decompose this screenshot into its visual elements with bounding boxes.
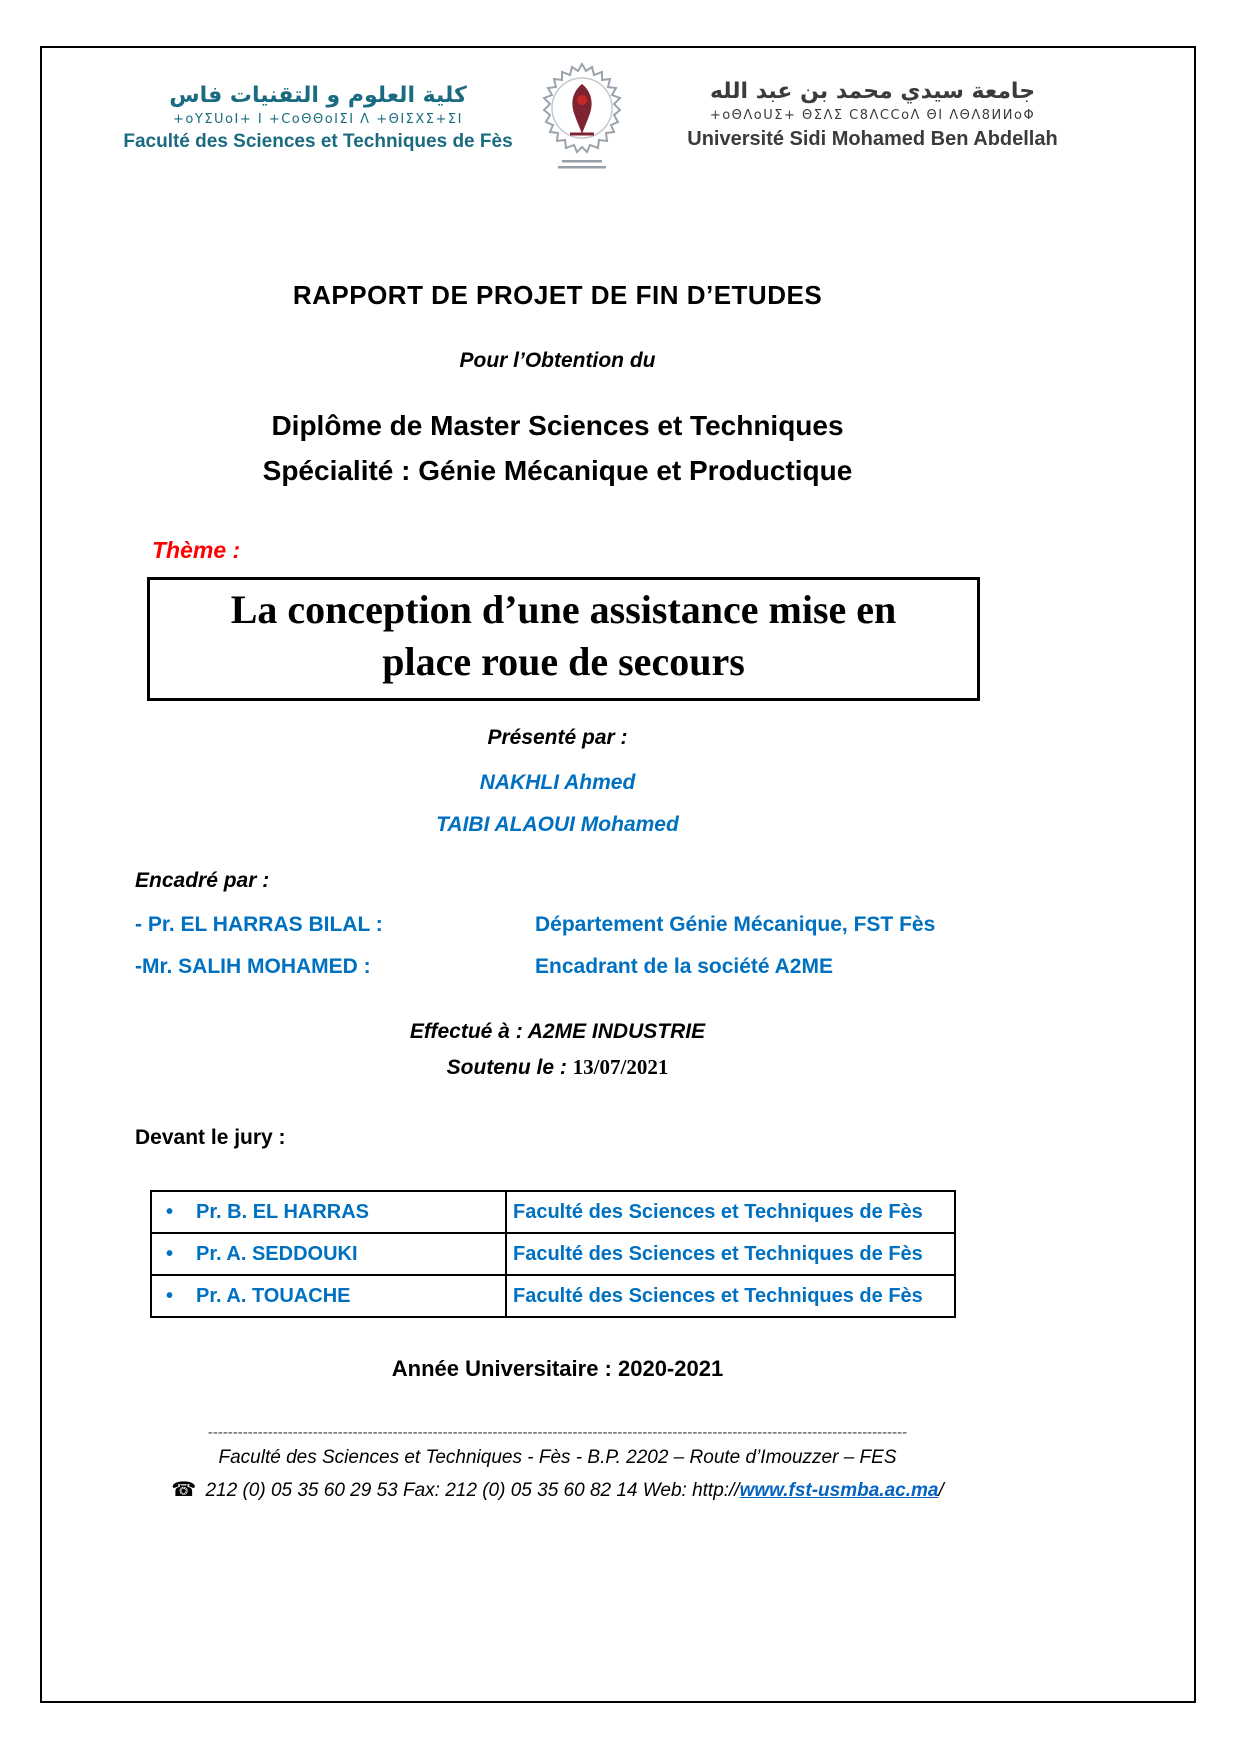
carried-out-at: Effectué à : A2ME INDUSTRIE bbox=[409, 1020, 706, 1043]
supervisor-row bbox=[135, 955, 1095, 979]
theme-title-line1: La conception d’une assistance mise en bbox=[230, 587, 897, 632]
university-name-tifinagh: +oΘΛoUΣ+ ΘΣΛΣ C8ΛCCoΛ ΘI ΛΘΛ8ИИoΦ bbox=[709, 107, 1036, 123]
jury-table bbox=[150, 1190, 956, 1318]
footer-contact-text: 212 (0) 05 35 60 29 53 Fax: 212 (0) 05 35 60 82 14 Web: http:// bbox=[200, 1480, 740, 1501]
academic-year: Année Universitaire : 2020-2021 bbox=[391, 1356, 724, 1381]
jury-member-name: Pr. B. EL HARRAS bbox=[196, 1200, 369, 1223]
theme-box bbox=[147, 577, 980, 701]
jury-label: Devant le jury : bbox=[135, 1126, 286, 1149]
jury-affiliation: Faculté des Sciences et Techniques de Fès bbox=[506, 1275, 955, 1317]
defended-on-label: Soutenu le : bbox=[446, 1056, 573, 1079]
subtitle-obtention: Pour l’Obtention du bbox=[459, 349, 656, 372]
header-left bbox=[88, 82, 548, 155]
footer-separator: -------------------------------------------------------------------------------------------------------------------------------------------- bbox=[207, 1424, 908, 1441]
jury-row bbox=[151, 1191, 955, 1233]
jury-affiliation: Faculté des Sciences et Techniques de Fès bbox=[506, 1233, 955, 1275]
supervisor-role: Département Génie Mécanique, FST Fès bbox=[535, 913, 936, 936]
report-title: RAPPORT DE PROJET DE FIN D’ETUDES bbox=[292, 280, 823, 310]
defended-on bbox=[135, 1055, 980, 1080]
author-2: TAIBI ALAOUI Mohamed bbox=[436, 813, 679, 836]
bullet-icon: • bbox=[166, 1200, 174, 1223]
footer-contact bbox=[135, 1477, 980, 1502]
jury-member-name: Pr. A. TOUACHE bbox=[196, 1284, 351, 1307]
bullet-icon: • bbox=[166, 1242, 174, 1265]
jury-row bbox=[151, 1233, 955, 1275]
theme-title-line2: place roue de secours bbox=[382, 639, 745, 684]
phone-icon: ☎ bbox=[171, 1477, 197, 1501]
university-logo bbox=[532, 60, 632, 178]
defense-date: 13/07/2021 bbox=[572, 1055, 669, 1079]
bullet-icon: • bbox=[166, 1284, 174, 1307]
supervised-by-label: Encadré par : bbox=[135, 869, 270, 892]
presented-by-label: Présenté par : bbox=[487, 726, 628, 749]
author-1: NAKHLI Ahmed bbox=[479, 771, 636, 794]
website-link[interactable]: www.fst-usmba.ac.ma bbox=[739, 1480, 939, 1501]
faculty-name-arabic: كلية العلوم و التقنيات فاس bbox=[169, 83, 467, 108]
university-seal-icon bbox=[532, 60, 632, 178]
faculty-name-french: Faculté des Sciences et Techniques de Fès bbox=[123, 131, 513, 153]
supervisor-name: -Mr. SALIH MOHAMED : bbox=[135, 955, 371, 978]
footer-address: Faculté des Sciences et Techniques - Fès - B.P. 2202 – Route d’Imouzzer – FES bbox=[218, 1447, 897, 1468]
faculty-name-tifinagh: +oYΣUoI+ I +CoΘΘoIΣI Λ +ΘIΣXΣ+ΣI bbox=[173, 111, 463, 127]
theme-label: Thème : bbox=[152, 537, 241, 563]
footer-contact-suffix: / bbox=[938, 1480, 944, 1501]
university-name-french: Université Sidi Mohamed Ben Abdellah bbox=[687, 128, 1058, 151]
jury-row bbox=[151, 1275, 955, 1317]
supervisor-row bbox=[135, 913, 1095, 937]
specialty-title: Spécialité : Génie Mécanique et Productique bbox=[262, 455, 853, 486]
header-right bbox=[645, 78, 1100, 152]
university-name-arabic: جامعة سيدي محمد بن عبد الله bbox=[709, 79, 1036, 104]
jury-affiliation: Faculté des Sciences et Techniques de Fès bbox=[506, 1191, 955, 1233]
diploma-title: Diplôme de Master Sciences et Techniques bbox=[271, 410, 844, 441]
supervisor-name: - Pr. EL HARRAS BILAL : bbox=[135, 913, 383, 936]
supervisor-role: Encadrant de la société A2ME bbox=[535, 955, 833, 978]
jury-member-name: Pr. A. SEDDOUKI bbox=[196, 1242, 358, 1265]
